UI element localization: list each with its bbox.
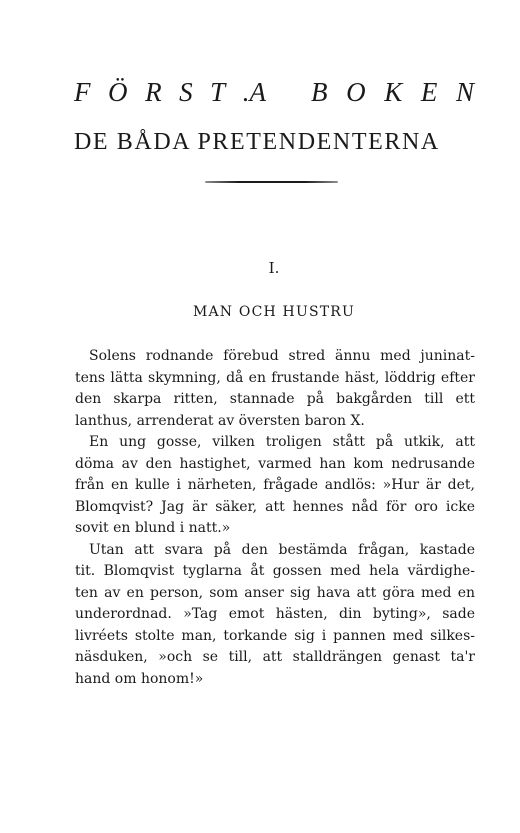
book-title-letter: K xyxy=(384,77,403,107)
book-title-letter: R xyxy=(145,77,162,107)
book-title xyxy=(74,77,474,107)
book-title-letter: B xyxy=(311,77,328,107)
text-line: tens lätta skymning, då en frustande häst, löddrig efter xyxy=(75,369,475,386)
book-title-letter: Ö xyxy=(108,77,128,107)
book-title-letter: S xyxy=(179,77,193,107)
text-line: livréets stolte man, torkande sig i pannen med silkes- xyxy=(75,627,475,644)
text-line: näsduken, »och se till, att stalldrängen genast ta'r xyxy=(75,649,475,665)
text-line: lanthus, arrenderat av översten baron X. xyxy=(75,412,365,429)
ornamental-rule xyxy=(205,181,338,183)
book-title-letter: T xyxy=(210,77,226,107)
text-line: ten av en person, som anser sig hava att göra med en xyxy=(75,584,475,601)
text-line: den skarpa ritten, stannade på bakgården till ett xyxy=(75,391,475,407)
book-title-letter: O xyxy=(346,77,366,107)
chapter-title: MAN OCH HUSTRU xyxy=(192,304,356,320)
text-line: tit. Blomqvist tyglarna åt gossen med hela värdighe- xyxy=(75,563,475,579)
text-line: Solens rodnande förebud stred ännu med juninat- xyxy=(89,348,475,364)
book-title-word-2 xyxy=(311,77,474,107)
book-title-letter: F xyxy=(74,77,91,107)
book-title-letter: N xyxy=(455,77,474,107)
body-text xyxy=(75,346,475,690)
book-title-word-1 xyxy=(74,77,266,107)
text-line: underordnad. »Tag emot hästen, din byting», sade xyxy=(75,606,475,622)
text-line: döma av den hastighet, varmed han kom nedrusande xyxy=(75,455,475,472)
text-line: från en kulle i närheten, frågade andlös: »Hur är det, xyxy=(75,477,475,493)
book-title-letter: E xyxy=(420,77,438,107)
text-line: hand om honom!» xyxy=(75,670,204,687)
text-line: En ung gosse, vilken troligen stått på utkik, att xyxy=(89,434,475,450)
text-line: Blomqvist? Jag är säker, att hennes nåd för oro icke xyxy=(75,498,475,515)
text-line: sovit en blund i natt.» xyxy=(75,520,231,536)
book-title-letter: .A xyxy=(242,77,266,107)
chapter-number: I. xyxy=(268,259,280,277)
part-title: DE BÅDA PRETENDENTERNA xyxy=(74,129,440,155)
text-line: Utan att svara på den bestämda frågan, kastade xyxy=(89,541,475,558)
